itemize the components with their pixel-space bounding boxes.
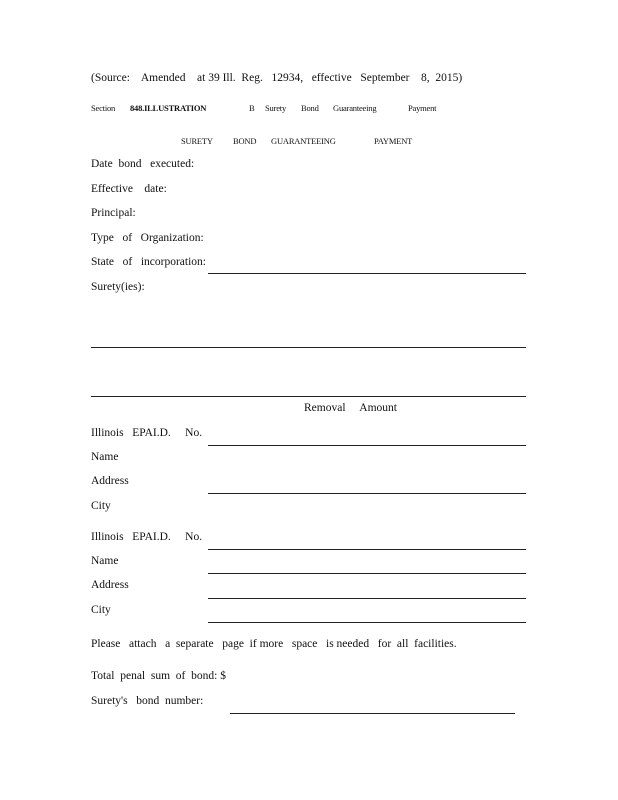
- facility-2-epa-id-line[interactable]: [208, 549, 526, 550]
- sureties-line-1[interactable]: [91, 347, 526, 348]
- date-bond-executed-label: Date bond executed:: [91, 158, 195, 170]
- section-payment: Payment: [408, 103, 437, 113]
- section-surety: Surety: [265, 103, 286, 113]
- source-note: (Source: Amended at 39 Ill. Reg. 12934, effective September 8, 2015): [91, 72, 463, 84]
- section-title: 848.ILLUSTRATION: [130, 103, 207, 113]
- effective-date-label: Effective date:: [91, 183, 167, 195]
- surety-bond-number-line[interactable]: [230, 713, 515, 714]
- form-title-payment: PAYMENT: [374, 136, 413, 146]
- facility-2-name-label: Name: [91, 555, 119, 567]
- form-title-bond: BOND: [233, 136, 257, 146]
- type-of-organization-label: Type of Organization:: [91, 232, 204, 244]
- section-b: B: [249, 103, 255, 113]
- facility-2-epa-id-label: Illinois EPAI.D. No.: [91, 531, 203, 543]
- facility-2-city-label: City: [91, 604, 111, 616]
- facility-1-city-label: City: [91, 500, 111, 512]
- section-guaranteeing: Guaranteeing: [333, 103, 377, 113]
- facility-2-name-line[interactable]: [208, 573, 526, 574]
- facility-1-epa-id-line[interactable]: [208, 445, 526, 446]
- sureties-line-2[interactable]: [91, 396, 526, 397]
- removal-amount-heading: Removal Amount: [304, 402, 397, 414]
- surety-bond-number-label: Surety's bond number:: [91, 695, 204, 707]
- state-of-incorporation-line[interactable]: [208, 273, 526, 274]
- facility-2-address-line[interactable]: [208, 598, 526, 599]
- facility-1-name-label: Name: [91, 451, 119, 463]
- state-of-incorporation-label: State of incorporation:: [91, 256, 206, 268]
- facility-2-city-line[interactable]: [208, 622, 526, 623]
- facility-1-address-label: Address: [91, 475, 129, 487]
- form-title-surety: SURETY: [181, 136, 213, 146]
- facility-1-address-line[interactable]: [208, 493, 526, 494]
- section-label: Section: [91, 103, 116, 113]
- form-title-guaranteeing: GUARANTEEING: [271, 136, 336, 146]
- section-bond: Bond: [301, 103, 319, 113]
- facility-1-epa-id-label: Illinois EPAI.D. No.: [91, 427, 203, 439]
- attach-note: Please attach a separate page if more space is needed for all facilities.: [91, 638, 457, 650]
- principal-label: Principal:: [91, 207, 136, 219]
- sureties-label: Surety(ies):: [91, 281, 145, 293]
- total-penal-sum-label: Total penal sum of bond: $: [91, 670, 226, 682]
- facility-2-address-label: Address: [91, 579, 129, 591]
